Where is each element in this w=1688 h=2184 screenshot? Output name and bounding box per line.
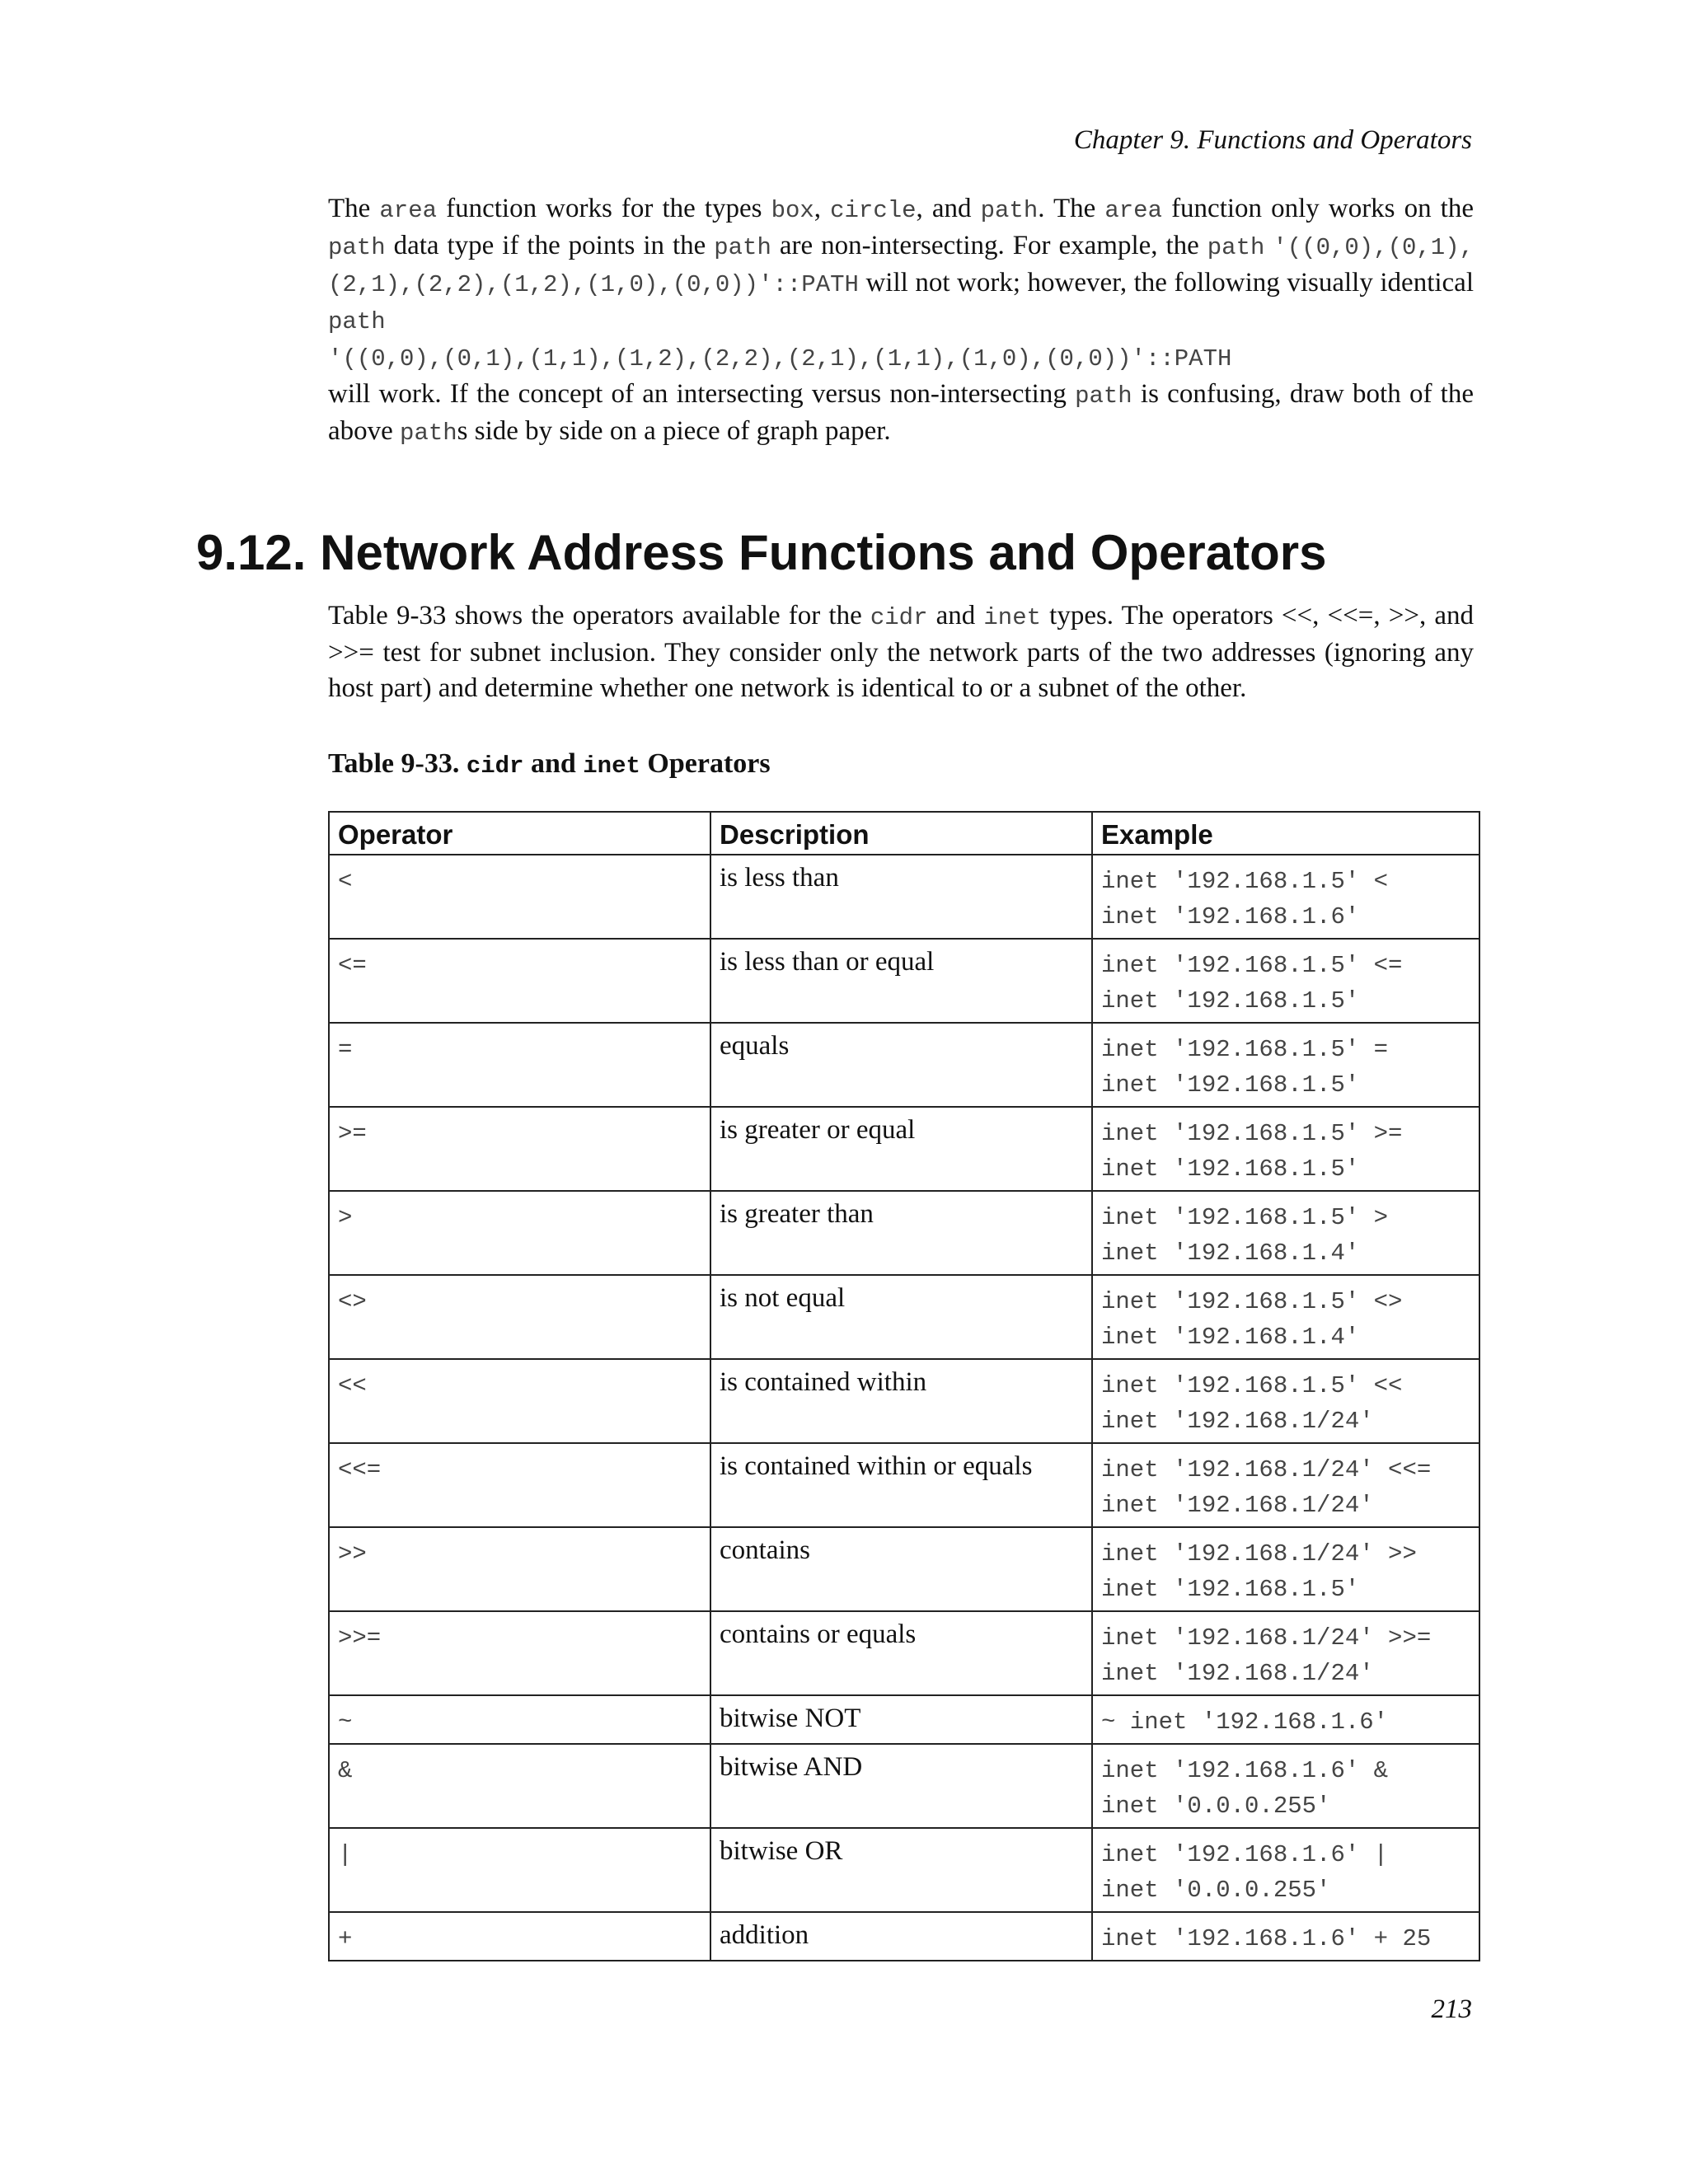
example-line: inet '192.168.1.5' > <box>1101 1204 1389 1231</box>
example-line: inet '192.168.1.5' <box>1101 1155 1360 1183</box>
example-line: inet '192.168.1/24' <<= <box>1101 1456 1432 1483</box>
example-line: inet '192.168.1.5' >= <box>1101 1120 1403 1147</box>
caption-code: cidr <box>466 752 524 780</box>
description-cell: is greater or equal <box>710 1107 1092 1191</box>
table-row <box>329 1695 1479 1744</box>
example-cell <box>1092 1744 1479 1828</box>
inline-code: path <box>1207 234 1265 261</box>
intro-text: will not work; however, the following visually identical <box>858 268 1474 298</box>
path-literal-code: '((0,0),(0,1),(2,1),(2,2),(1,2),(1,0),(0,0))'::PATH <box>328 234 1475 298</box>
intro-text: will work. If the concept of an intersecting versus non-intersecting <box>328 379 1076 409</box>
description-cell: is contained within or equals <box>710 1443 1092 1527</box>
example-cell <box>1092 1828 1479 1912</box>
column-header-description: Description <box>710 812 1092 855</box>
description-cell: bitwise OR <box>710 1828 1092 1912</box>
operator-cell: ~ <box>329 1695 710 1744</box>
running-header: Chapter 9. Functions and Operators <box>1073 125 1472 155</box>
operator-cell: > <box>329 1191 710 1275</box>
operator-cell: < <box>329 855 710 939</box>
example-line: inet '0.0.0.255' <box>1101 1793 1331 1820</box>
section-text: and <box>927 601 984 630</box>
example-cell <box>1092 939 1479 1023</box>
operator-cell: >= <box>329 1107 710 1191</box>
inline-code: box <box>771 197 814 224</box>
example-line: inet '192.168.1.5' <> <box>1101 1288 1403 1315</box>
operator-cell: = <box>329 1023 710 1107</box>
example-line: inet '192.168.1.5' < <box>1101 868 1389 895</box>
table-row <box>329 1611 1479 1695</box>
example-cell <box>1092 1107 1479 1191</box>
example-cell <box>1092 1275 1479 1359</box>
operators-table <box>328 811 1480 1961</box>
table-row <box>329 1828 1479 1912</box>
example-cell <box>1092 855 1479 939</box>
example-line: inet '192.168.1.6' + 25 <box>1101 1925 1432 1952</box>
description-cell: bitwise NOT <box>710 1695 1092 1744</box>
example-line: inet '192.168.1/24' >>= <box>1101 1624 1432 1652</box>
example-line: inet '192.168.1.5' <box>1101 1071 1360 1099</box>
description-cell: is greater than <box>710 1191 1092 1275</box>
table-row <box>329 939 1479 1023</box>
example-line: inet '192.168.1.6' <box>1101 903 1360 930</box>
example-line: inet '192.168.1.5' = <box>1101 1036 1389 1063</box>
table-caption <box>328 748 771 780</box>
description-cell: bitwise AND <box>710 1744 1092 1828</box>
intro-text: is confusing, draw both of the above <box>328 379 1474 446</box>
intro-text: , and <box>916 194 981 223</box>
operator-cell: <<= <box>329 1443 710 1527</box>
intro-text: function works for the types <box>437 194 771 223</box>
intro-text-block-2 <box>328 377 1474 451</box>
example-line: inet '192.168.1.5' << <box>1101 1372 1403 1399</box>
table-row <box>329 1912 1479 1961</box>
section-paragraph <box>328 598 1474 706</box>
section-text: Table 9-33 shows the operators available for the <box>328 601 870 630</box>
table-body <box>329 855 1479 1961</box>
inline-code: area <box>379 197 438 224</box>
intro-text: are non-intersecting. For example, the <box>771 231 1207 260</box>
intro-text: , <box>814 194 831 223</box>
table-header-row <box>329 812 1479 855</box>
operator-cell: <> <box>329 1275 710 1359</box>
table-row <box>329 1527 1479 1611</box>
example-line: inet '192.168.1/24' >> <box>1101 1540 1417 1568</box>
table-row <box>329 855 1479 939</box>
column-header-operator: Operator <box>329 812 710 855</box>
description-cell: contains <box>710 1527 1092 1611</box>
table-row <box>329 1359 1479 1443</box>
example-cell <box>1092 1695 1479 1744</box>
column-header-example: Example <box>1092 812 1479 855</box>
inline-code: path <box>328 234 386 261</box>
caption-text: Table 9-33. <box>328 748 467 779</box>
operator-cell: <= <box>329 939 710 1023</box>
intro-text: function only works on the <box>1161 194 1474 223</box>
inline-code: path <box>328 308 386 335</box>
intro-text-block-1 <box>328 191 1474 340</box>
operator-cell: & <box>329 1744 710 1828</box>
operator-cell: << <box>329 1359 710 1443</box>
example-line: inet '192.168.1/24' <box>1101 1660 1374 1687</box>
intro-paragraph <box>328 191 1474 451</box>
example-line: inet '192.168.1.4' <box>1101 1240 1360 1267</box>
intro-text: The <box>328 194 380 223</box>
table-row <box>329 1191 1479 1275</box>
example-cell <box>1092 1611 1479 1695</box>
description-cell: is contained within <box>710 1359 1092 1443</box>
inline-code: path <box>1075 382 1132 410</box>
example-line: ~ inet '192.168.1.6' <box>1101 1708 1389 1736</box>
inline-code: circle <box>830 197 917 224</box>
intro-code-line <box>328 340 1474 377</box>
operator-cell: | <box>329 1828 710 1912</box>
inline-code: cidr <box>870 604 928 631</box>
description-cell: equals <box>710 1023 1092 1107</box>
operator-cell: >>= <box>329 1611 710 1695</box>
table-row <box>329 1275 1479 1359</box>
example-cell <box>1092 1912 1479 1961</box>
example-line: inet '192.168.1/24' <box>1101 1492 1374 1519</box>
example-cell <box>1092 1191 1479 1275</box>
example-line: inet '192.168.1.6' | <box>1101 1841 1389 1868</box>
example-cell <box>1092 1443 1479 1527</box>
example-line: inet '0.0.0.255' <box>1101 1877 1331 1904</box>
caption-text: Operators <box>640 748 771 779</box>
section-text: types. The operators <<, <<=, >>, and >>= test for subnet inclusion. They consider only the network parts of the two addresses (ignoring any host part) and determine whether one network is identical to or a subnet of the other. <box>328 601 1474 703</box>
inline-code: area <box>1104 197 1162 224</box>
description-cell: is less than or equal <box>710 939 1092 1023</box>
caption-text: and <box>523 748 584 779</box>
inline-code: path <box>400 419 457 447</box>
example-line: inet '192.168.1.5' <= <box>1101 952 1403 979</box>
description-cell: contains or equals <box>710 1611 1092 1695</box>
example-line: inet '192.168.1.5' <box>1101 1576 1360 1603</box>
operator-cell: + <box>329 1912 710 1961</box>
example-cell <box>1092 1023 1479 1107</box>
table-row <box>329 1023 1479 1107</box>
inline-code: path <box>714 234 771 261</box>
section-title: 9.12. Network Address Functions and Operators <box>196 525 1327 580</box>
example-cell <box>1092 1527 1479 1611</box>
description-cell: addition <box>710 1912 1092 1961</box>
example-line: inet '192.168.1.5' <box>1101 987 1360 1015</box>
intro-text: data type if the points in the <box>385 231 715 260</box>
example-line: inet '192.168.1.4' <box>1101 1324 1360 1351</box>
intro-text: s side by side on a piece of graph paper. <box>457 416 891 446</box>
example-line: inet '192.168.1/24' <box>1101 1408 1374 1435</box>
table-row <box>329 1107 1479 1191</box>
operator-cell: >> <box>329 1527 710 1611</box>
description-cell: is less than <box>710 855 1092 939</box>
page-number: 213 <box>1431 1994 1472 2024</box>
table-row <box>329 1744 1479 1828</box>
intro-text: . The <box>1038 194 1105 223</box>
table-row <box>329 1443 1479 1527</box>
example-cell <box>1092 1359 1479 1443</box>
description-cell: is not equal <box>710 1275 1092 1359</box>
path-literal-code: '((0,0),(0,1),(1,1),(1,2),(2,2),(2,1),(1,1),(1,0),(0,0))'::PATH <box>328 345 1232 373</box>
example-line: inet '192.168.1.6' & <box>1101 1757 1389 1784</box>
inline-code: path <box>980 197 1039 224</box>
caption-code: inet <box>583 752 640 780</box>
inline-code: inet <box>983 604 1042 631</box>
